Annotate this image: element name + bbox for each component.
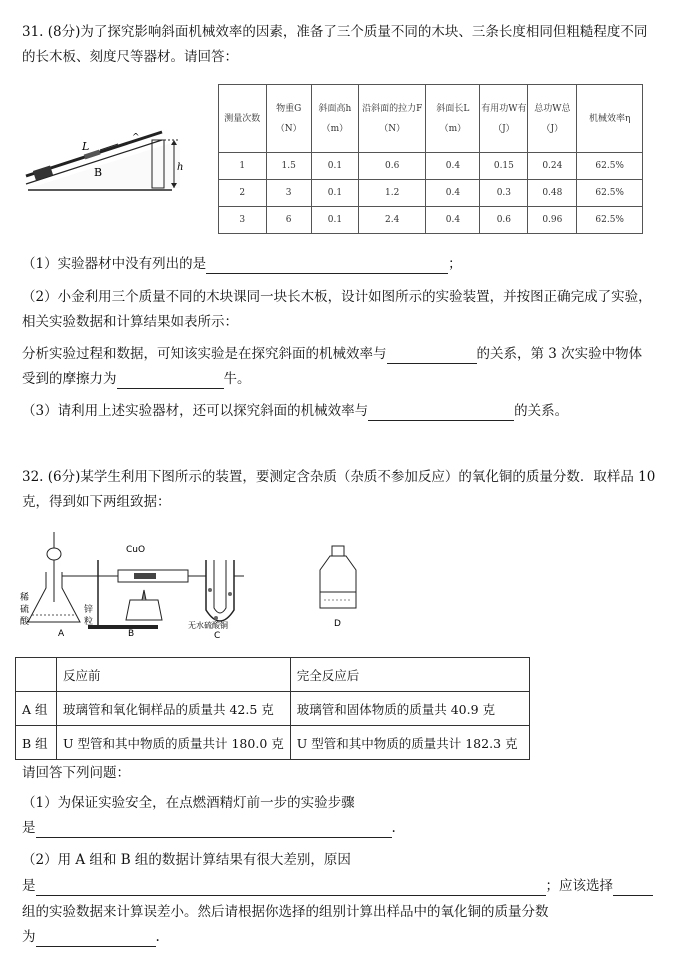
cell: 2	[219, 180, 267, 207]
q32-part2-line4	[22, 927, 160, 947]
q32-part2-line3: 组的实验数据来计算误差小。然后请根据你选择的组别计算出样品中的氧化铜的质量分数	[22, 904, 549, 920]
cell: 1	[219, 153, 267, 180]
q31-part3-text-a: （3）请利用上述实验器材，还可以探究斜面的机械效率与	[22, 403, 369, 419]
cell: 玻璃管和固体物质的质量共 40.9 克	[290, 692, 529, 726]
table-row	[16, 692, 530, 726]
q32-part2-text-a: 是	[22, 878, 36, 894]
th-after: 完全反应后	[290, 658, 529, 692]
cell: 0.1	[311, 180, 358, 207]
q32-part2-line2	[22, 876, 653, 896]
label-c: C	[214, 631, 221, 641]
table-row	[219, 207, 643, 234]
q32-part1-end: .	[391, 820, 396, 836]
incline-figure	[22, 110, 182, 196]
answer-blank[interactable]	[613, 880, 653, 896]
answer-blank[interactable]	[117, 373, 224, 389]
cell: 0.48	[528, 180, 577, 207]
cell: 0.1	[311, 153, 358, 180]
cell: 1.2	[359, 180, 426, 207]
q31-part2-line3	[22, 344, 642, 364]
cell: 0.6	[359, 153, 426, 180]
q32-intro-line1: 32. (6分)某学生利用下图所示的装置，要测定含杂质（杂质不参加反应）的氧化铜的质量分数．取样品 10	[22, 469, 656, 485]
th-force: 沿斜面的拉力F（N）	[359, 85, 426, 153]
q32-ask: 请回答下列问题：	[22, 765, 130, 781]
cell: 0.1	[311, 207, 358, 234]
label-h: h	[177, 162, 184, 173]
cell: B 组	[16, 726, 57, 760]
q31-part2-text-a: 分析实验过程和数据，可知该实验是在探究斜面的机械效率与	[22, 346, 387, 362]
label-d: D	[334, 619, 341, 629]
label-anhydrous: 无水硫酸铜	[188, 621, 228, 630]
cell: 2.4	[359, 207, 426, 234]
cell: 0.3	[480, 180, 528, 207]
cell: 0.15	[480, 153, 528, 180]
th-before: 反应前	[57, 658, 291, 692]
q31-part1-end: ；	[448, 256, 462, 272]
th-total-work: 总功W总（J）	[528, 85, 577, 153]
q32-part2-line1: （2）用 A 组和 B 组的数据计算结果有很大差别，原因	[22, 852, 351, 868]
cell: 玻璃管和氧化铜样品的质量共 42.5 克	[57, 692, 291, 726]
label-acid-2: 硫	[20, 605, 30, 615]
label-cuo: CuO	[126, 545, 146, 555]
answer-blank[interactable]	[387, 348, 477, 364]
q32-part2-text-d: .	[155, 929, 160, 945]
q31-part3	[22, 401, 568, 421]
cell: A 组	[16, 692, 57, 726]
th-trial: 测量次数	[219, 85, 267, 153]
label-B: B	[94, 166, 103, 179]
q32-part2-text-c: 为	[22, 929, 36, 945]
cell: 6	[266, 207, 311, 234]
cell: 62.5%	[577, 180, 643, 207]
svg-text:^: ^	[132, 133, 140, 143]
cell: U 型管和其中物质的质量共计 182.3 克	[290, 726, 529, 760]
cell: 62.5%	[577, 153, 643, 180]
q31-data-table	[218, 84, 643, 234]
label-acid-3: 酸	[20, 617, 30, 627]
label-b: B	[128, 629, 135, 639]
q32-part2-text-b: ；应该选择	[545, 878, 613, 894]
cell: 3	[219, 207, 267, 234]
th-height: 斜面高h（m）	[311, 85, 358, 153]
q31-intro-line1: 31. (8分)为了探究影响斜面机械效率的因素，准备了三个质量不同的木块、三条长度相同但粗糙程度不同	[22, 24, 648, 40]
q32-part1-line2	[22, 818, 396, 838]
q31-part2-line1: （2）小金利用三个质量不同的木块课同一块长木板，设计如图所示的实验装置，并按图正确完成了实验，	[22, 289, 652, 305]
th-weight: 物重G（N）	[266, 85, 311, 153]
q32-intro-line2: 克，得到如下两组致据：	[22, 494, 171, 510]
table-row	[219, 153, 643, 180]
cell: 1.5	[266, 153, 311, 180]
cell: 62.5%	[577, 207, 643, 234]
label-zinc-1: 锌	[84, 605, 94, 615]
q31-part1	[22, 254, 462, 274]
label-L: L	[82, 140, 90, 153]
q31-part1-text: （1）实验器材中没有列出的是	[22, 256, 207, 272]
label-zinc-2: 粒	[84, 617, 94, 627]
cell: 0.4	[426, 153, 480, 180]
q31-intro-line2: 的长木板、刻度尺等器材。请回答：	[22, 49, 238, 65]
q32-data-table	[15, 657, 530, 760]
cell: 0.24	[528, 153, 577, 180]
cell: 0.6	[480, 207, 528, 234]
label-acid-1: 稀	[20, 593, 30, 603]
q31-part2-text-d: 牛。	[223, 371, 251, 387]
cell: 0.96	[528, 207, 577, 234]
q31-part3-text-b: 的关系。	[514, 403, 569, 419]
th-efficiency: 机械效率η	[577, 85, 643, 153]
answer-blank[interactable]	[36, 822, 392, 838]
th-useful-work: 有用功W有（J）	[480, 85, 528, 153]
answer-blank[interactable]	[368, 405, 514, 421]
q31-part2-text-c: 受到的摩擦力为	[22, 371, 117, 387]
label-a: A	[58, 629, 65, 639]
answer-blank[interactable]	[206, 258, 448, 274]
cell: 0.4	[426, 207, 480, 234]
q31-part2-line4	[22, 369, 251, 389]
apparatus-figure	[18, 530, 378, 642]
cell: 3	[266, 180, 311, 207]
table-header-row	[16, 658, 530, 692]
table-row	[219, 180, 643, 207]
answer-blank[interactable]	[36, 880, 546, 896]
cell: U 型管和其中物质的质量共计 180.0 克	[57, 726, 291, 760]
th-empty	[16, 658, 57, 692]
cell: 0.4	[426, 180, 480, 207]
answer-blank[interactable]	[36, 931, 156, 947]
q31-part2-line2: 相关实验数据和计算结果如表所示：	[22, 314, 238, 330]
q32-part1-line1: （1）为保证实验安全，在点燃酒精灯前一步的实验步骤	[22, 795, 355, 811]
q31-part2-text-b: 的关系，第 3 次实验中物体	[476, 346, 643, 362]
th-length: 斜面长L（m）	[426, 85, 480, 153]
table-row	[16, 726, 530, 760]
q32-part1-text: 是	[22, 820, 36, 836]
